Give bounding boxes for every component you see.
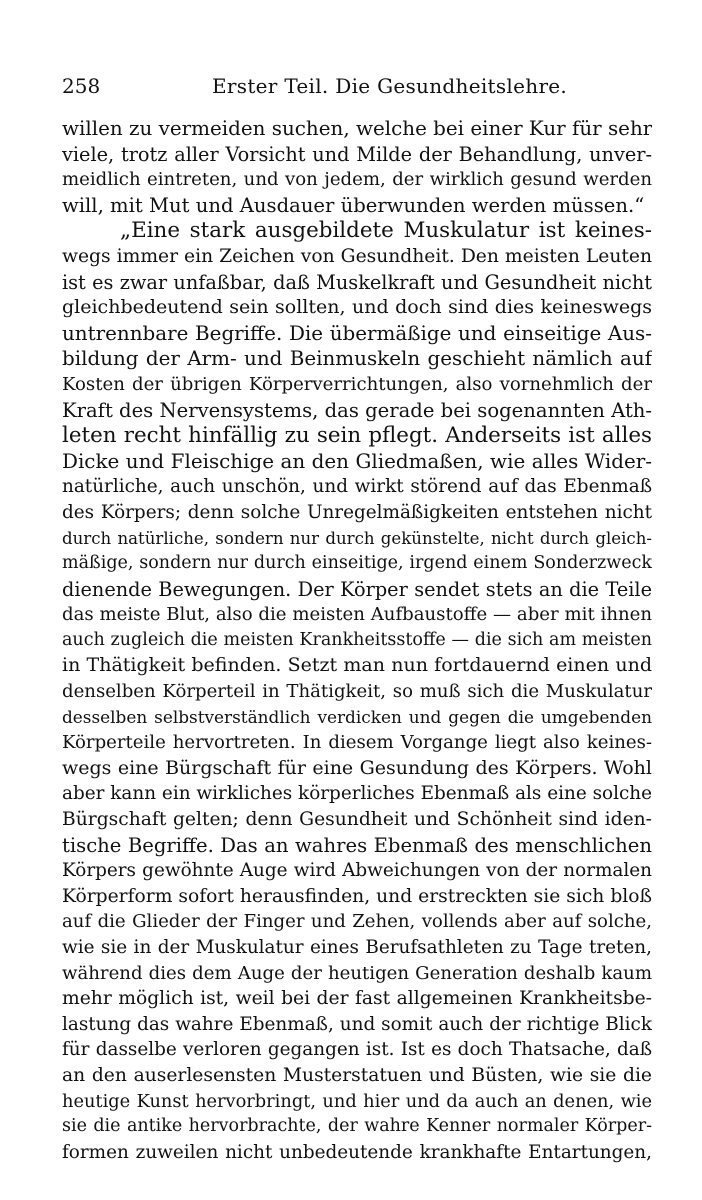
text-line: bildung der Arm- und Beinmuskeln geschieht nämlich auf — [62, 347, 652, 371]
text-line: für dasselbe verloren gegangen ist. Ist es doch Thatsache, daß — [62, 1039, 652, 1061]
text-line: aber kann ein wirkliches körperliches Ebenmaß als eine solche — [62, 783, 652, 805]
text-line: an den auserlesensten Musterstatuen und Büsten, wie sie die — [62, 1064, 652, 1086]
page-number: 258 — [62, 74, 101, 98]
text-line: durch natürliche, sondern nur durch gekünstelte, nicht durch gleich- — [62, 528, 652, 548]
text-line: während dies dem Auge der heutigen Generation deshalb kaum — [62, 962, 652, 984]
text-line: wie sie in der Muskulatur eines Berufsathleten zu Tage treten, — [62, 937, 652, 958]
text-line: meidlich eintreten, und von jedem, der wirklich gesund werden — [62, 169, 652, 191]
page-header — [62, 70, 652, 102]
text-line: heutige Kunst hervorbringt, und hier und da auch an denen, wie — [62, 1090, 652, 1112]
text-line: natürliche, auch unschön, und wirkt störend auf das Ebenmaß — [62, 476, 652, 498]
text-line: Körperteile hervortreten. In diesem Vorgange liegt also keines- — [62, 732, 652, 754]
text-line: mäßige, sondern nur durch einseitige, irgend einem Sonderzweck — [62, 553, 652, 574]
text-line: dienende Bewegungen. Der Körper sendet stets an die Teile — [62, 577, 652, 601]
text-line: Körpers gewöhnte Auge wird Abweichungen von der normalen — [62, 860, 652, 882]
text-line: mehr möglich ist, weil bei der fast allgemeinen Krankheitsbe- — [62, 988, 652, 1010]
text-line: wegs immer ein Zeichen von Gesundheit. Den meisten Leuten — [62, 245, 652, 267]
text-line: lastung das wahre Ebenmaß, und somit auch der richtige Blick — [62, 1013, 652, 1035]
text-line: leten recht hinfällig zu sein pflegt. Anderseits ist alles — [62, 423, 652, 449]
running-head: Erster Teil. Die Gesundheitslehre. — [212, 74, 568, 98]
text-line: „Eine stark ausgebildete Muskulatur ist keines- — [120, 218, 652, 244]
text-line: denselben Körperteil in Thätigkeit, so muß sich die Muskulatur — [62, 681, 652, 703]
text-line: wegs eine Bürgschaft für eine Gesundung des Körpers. Wohl — [62, 756, 652, 779]
text-line: Kraft des Nervensystems, das gerade bei sogenannten Ath- — [62, 398, 652, 422]
text-line: das meiste Blut, also die meisten Aufbaustoffe — aber mit ihnen — [62, 604, 652, 626]
text-line: ist es zwar unfaßbar, daß Muskelkraft und Gesundheit nicht — [62, 270, 652, 294]
text-line: viele, trotz aller Vorsicht und Milde der Behandlung, unver- — [62, 142, 652, 166]
text-line: Körperform sofort herausfinden, und erstreckten sie sich bloß — [62, 885, 652, 907]
text-line: will, mit Mut und Ausdauer überwunden werden müssen.“ — [62, 193, 645, 217]
text-line: formen zuweilen nicht unbedeutende krankhafte Entartungen, — [62, 1141, 652, 1163]
text-line: in Thätigkeit befinden. Setzt man nun fortdauernd einen und — [62, 654, 652, 677]
text-line: auch zugleich die meisten Krankheitsstoffe — die sich am meisten — [62, 629, 652, 650]
text-line: sie die antike hervorbrachte, der wahre Kenner normaler Körper- — [62, 1116, 652, 1137]
text-line: tische Begriffe. Das an wahres Ebenmaß des menschlichen — [62, 833, 652, 857]
text-line: Bürgschaft gelten; denn Gesundheit und Schönheit sind iden- — [62, 809, 652, 831]
body-text — [62, 116, 652, 1165]
text-line: des Körpers; denn solche Unregelmäßigkeiten entstehen nicht — [62, 501, 652, 523]
text-line: Dicke und Fleischige an den Gliedmaßen, wie alles Wider- — [62, 449, 652, 473]
text-line: gleichbedeutend sein sollten, und doch sind dies keineswegs — [62, 296, 652, 319]
text-line: desselben selbstverständlich verdicken und gegen die umgebenden — [62, 706, 652, 727]
text-line: auf die Glieder der Finger und Zehen, vollends aber auf solche, — [62, 911, 652, 933]
text-line: untrennbare Begriffe. Die übermäßige und einseitige Aus- — [62, 321, 652, 345]
text-line: Kosten der übrigen Körperverrichtungen, also vornehmlich der — [62, 373, 652, 395]
text-line: willen zu vermeiden suchen, welche bei einer Kur für sehr — [62, 117, 652, 140]
